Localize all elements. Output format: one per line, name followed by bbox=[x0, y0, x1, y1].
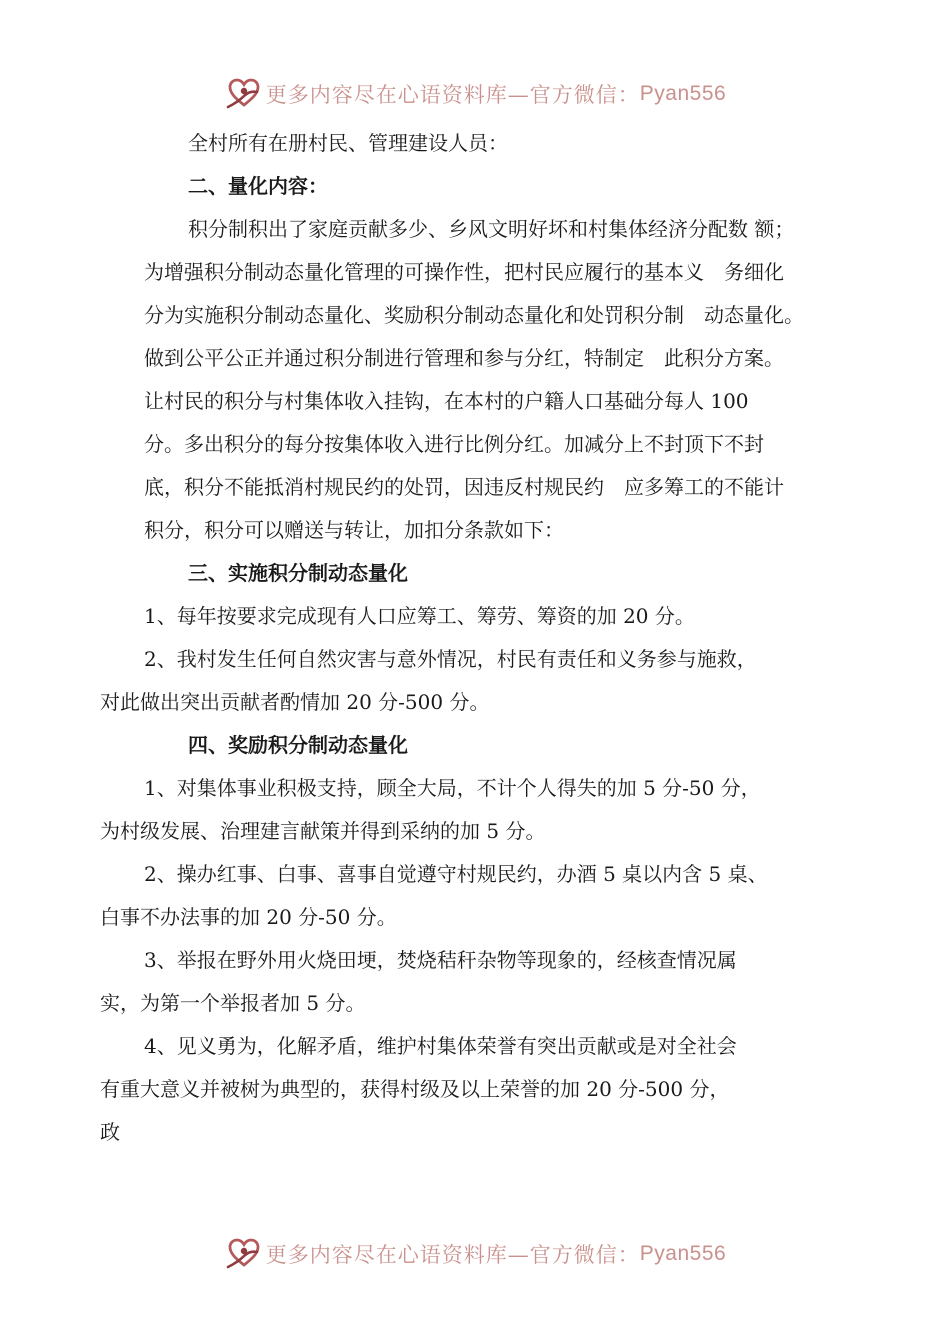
heart-hand-logo-icon bbox=[224, 74, 264, 114]
text-line: 2、我村发生任何自然灾害与意外情况，村民有责任和义务参与施救， bbox=[144, 647, 757, 671]
text-line: 实，为第一个举报者加 5 分。 bbox=[100, 991, 366, 1015]
text-line: 分为实施积分制动态量化、奖励积分制动态量化和处罚积分制 动态量化。 bbox=[144, 303, 804, 327]
section-heading: 二、量化内容： bbox=[188, 174, 328, 198]
text-line: 1、每年按要求完成现有人口应筹工、筹劳、筹资的加 20 分。 bbox=[144, 604, 695, 628]
text-line: 做到公平公正并通过积分制进行管理和参与分红，特制定 此积分方案。 bbox=[144, 346, 784, 370]
text-line: 1、对集体事业积极支持，顾全大局，不计个人得失的加 5 分-50 分， bbox=[144, 776, 761, 800]
text-line: 白事不办法事的加 20 分-50 分。 bbox=[100, 905, 397, 929]
text-line: 底，积分不能抵消村规民约的处罚，因违反村规民约 应多筹工的不能计 bbox=[144, 475, 784, 499]
text-line: 分。多出积分的每分按集体收入进行比例分红。加减分上不封顶下不封 bbox=[144, 432, 764, 456]
text-line: 让村民的积分与村集体收入挂钩，在本村的户籍人口基础分每人 100 bbox=[144, 389, 749, 413]
text-line: 2、操办红事、白事、喜事自觉遵守村规民约，办酒 5 桌以内含 5 桌、 bbox=[144, 862, 768, 886]
watermark-wechat-id: Pyan556 bbox=[639, 1242, 727, 1265]
watermark-text: 更多内容尽在心语资料库—官方微信： bbox=[265, 1243, 640, 1267]
heart-hand-logo-icon bbox=[224, 1234, 264, 1274]
watermark-wechat-id: Pyan556 bbox=[639, 82, 727, 105]
section-heading: 三、实施积分制动态量化 bbox=[188, 561, 408, 585]
text-line: 积分，积分可以赠送与转让，加扣分条款如下： bbox=[144, 518, 564, 542]
text-line: 为村级发展、治理建言献策并得到采纳的加 5 分。 bbox=[100, 819, 546, 843]
text-line: 对此做出突出贡献者酌情加 20 分-500 分。 bbox=[100, 690, 490, 714]
text-line: 有重大意义并被树为典型的，获得村级及以上荣誉的加 20 分-500 分， bbox=[100, 1077, 730, 1101]
text-line: 政 bbox=[100, 1120, 120, 1144]
text-line: 为增强积分制动态量化管理的可操作性，把村民应履行的基本义 务细化 bbox=[144, 260, 784, 284]
text-line: 4、见义勇为，化解矛盾，维护村集体荣誉有突出贡献或是对全社会 bbox=[144, 1034, 737, 1058]
text-line: 全村所有在册村民、管理建设人员： bbox=[188, 131, 508, 155]
text-line: 积分制积出了家庭贡献多少、乡风文明好坏和村集体经济分配数 额； bbox=[188, 217, 795, 241]
document-body bbox=[100, 122, 810, 1154]
header-watermark bbox=[0, 72, 950, 116]
section-heading: 四、奖励积分制动态量化 bbox=[188, 733, 408, 757]
footer-watermark bbox=[0, 1232, 950, 1276]
watermark-text: 更多内容尽在心语资料库—官方微信： bbox=[265, 83, 640, 107]
text-line: 3、举报在野外用火烧田埂，焚烧秸秆杂物等现象的，经核查情况属 bbox=[144, 948, 737, 972]
